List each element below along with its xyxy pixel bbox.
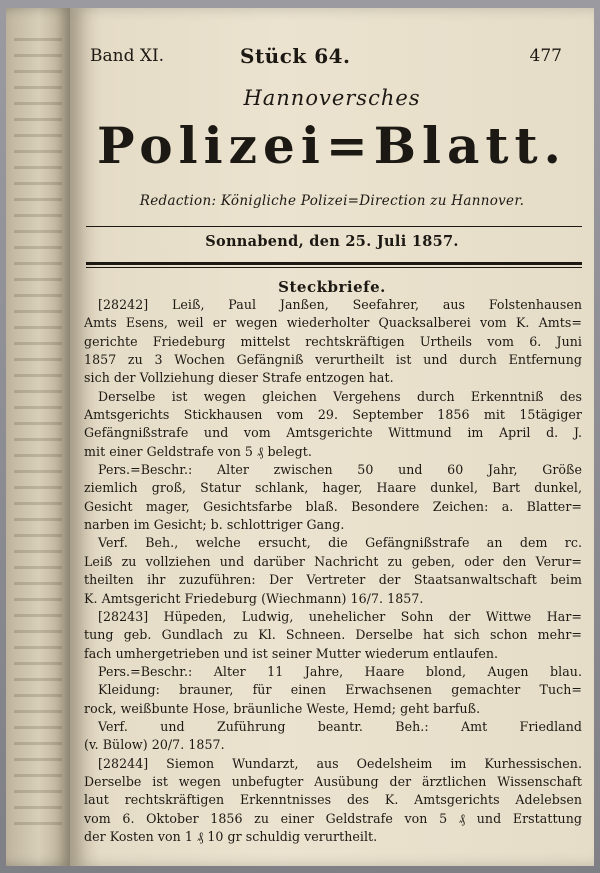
text-line: Verf. und Zuführung beantr. Beh.: Amt Friedland: [98, 718, 582, 734]
text-line: der Kosten von 1 ₰ 10 gr schuldig verurtheilt.: [84, 828, 378, 844]
text-line: 1857 zu 3 Wochen Gefängniß verurtheilt ist und durch Entfernung: [84, 352, 582, 368]
text-line: Leiß zu vollziehen und darüber Nachricht zu geben, oder den Verur=: [84, 553, 582, 569]
text-line: tung geb. Gundlach zu Kl. Schneen. Derselbe hat sich schon mehr=: [84, 627, 582, 643]
text-line: theilten ihr zuzuführen: Der Vertreter der Staatsanwaltschaft beim: [84, 572, 582, 588]
text-line: Gefängnißstrafe und vom Amtsgerichte Wittmund im April d. J.: [84, 425, 582, 441]
text-line: Amts Esens, weil er wegen wiederholter Quacksalberei vom K. Amts=: [84, 315, 582, 331]
text-line: Gesicht mager, Gesichtsfarbe blaß. Besondere Zeichen: a. Blatter=: [84, 498, 582, 514]
text-line: Pers.=Beschr.: Alter zwischen 50 und 60 Jahr, Größe: [98, 462, 582, 478]
text-line: narben im Gesicht; b. schlottriger Gang.: [84, 517, 345, 533]
text-line: [28242] Leiß, Paul Janßen, Seefahrer, aus Folstenhausen: [98, 297, 582, 312]
facing-page-edge: [6, 8, 72, 866]
text-line: K. Amtsgericht Friedeburg (Wiechmann) 16/7. 1857.: [84, 590, 424, 606]
text-line: Verf. Beh., welche ersucht, die Gefängnißstrafe an dem rc.: [98, 535, 582, 551]
section-title: Steckbriefe.: [278, 278, 386, 296]
text-line: Amtsgerichts Stickhausen vom 29. September 1856 mit 15tägiger: [84, 407, 582, 423]
text-line: rock, weißbunte Hose, bräunliche Weste, Hemd; geht barfuß.: [84, 700, 481, 716]
issue-date: Sonnabend, den 25. Juli 1857.: [205, 233, 459, 250]
text-line: fach umhergetrieben und ist seiner Mutter wiederum entlaufen.: [84, 645, 499, 661]
issue-label: Stück 64.: [240, 44, 351, 68]
text-line: [28243] Hüpeden, Ludwig, unehelicher Sohn der Wittwe Har=: [98, 608, 582, 624]
page-number: 477: [529, 46, 562, 66]
divider-rule: [86, 267, 582, 268]
article-body: [84, 296, 582, 846]
text-line: laut rechtskräftigen Erkenntnisses des K. Amtsgerichts Adelebsen: [84, 792, 582, 808]
text-line: Kleidung: brauner, für einen Erwachsenen gemachter Tuch=: [98, 682, 582, 698]
text-line: ziemlich groß, Statur schlank, hager, Haare dunkel, Bart dunkel,: [84, 480, 582, 496]
masthead-title: Polizei=Blatt.: [97, 116, 567, 175]
divider-rule-thick: [86, 262, 582, 265]
divider-rule: [86, 226, 582, 227]
text-line: sich der Vollziehung dieser Strafe entzogen hat.: [84, 370, 394, 386]
text-line: Pers.=Beschr.: Alter 11 Jahre, Haare blond, Augen blau.: [98, 663, 582, 679]
masthead-subtitle: Hannoversches: [243, 86, 421, 110]
text-line: mit einer Geldstrafe von 5 ₰ belegt.: [84, 443, 312, 459]
text-line: vom 6. Oktober 1856 zu einer Geldstrafe von 5 ₰ und Erstattung: [84, 810, 582, 826]
text-line: (v. Bülow) 20/7. 1857.: [84, 737, 225, 753]
text-line: Derselbe ist wegen gleichen Vergehens durch Erkenntniß des: [98, 388, 582, 404]
newspaper-page: [70, 8, 594, 866]
text-line: Derselbe ist wegen unbefugter Ausübung der ärztlichen Wissenschaft: [84, 773, 582, 789]
text-line: [28244] Siemon Wundarzt, aus Oedelsheim im Kurhessischen.: [98, 755, 582, 771]
volume-label: Band XI.: [90, 46, 165, 66]
text-line: gerichte Friedeburg mittelst rechtskräftigen Urtheils vom 6. Juni: [84, 333, 582, 349]
running-header: [90, 46, 574, 76]
redaction-line: Redaction: Königliche Polizei=Direction zu Hannover.: [139, 193, 525, 209]
